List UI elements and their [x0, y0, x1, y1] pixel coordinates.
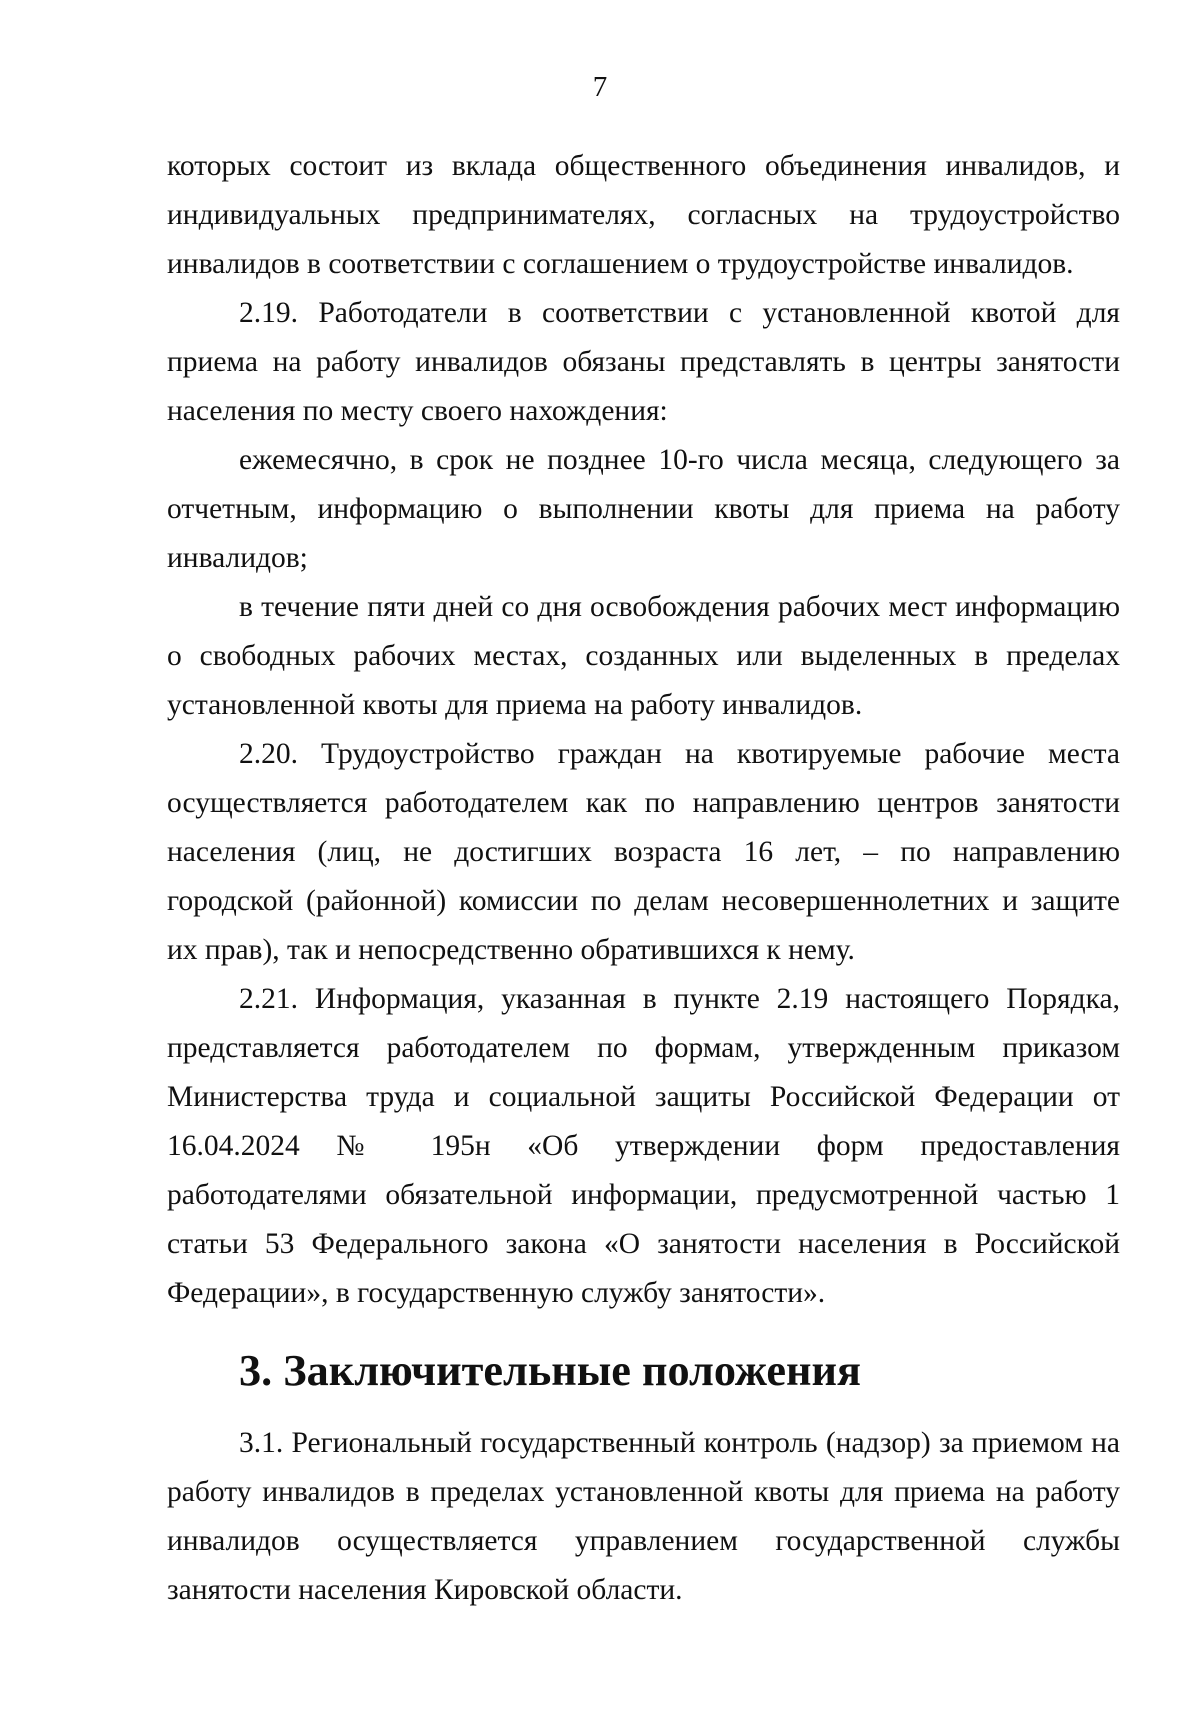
paragraph-2-21: 2.21. Информация, указанная в пункте 2.19 настоящего Порядка, представляется работодателем по формам, утвержденным приказом Министерства труда и социальной защиты Российской Федерации от 16.04.2024 № 195н «Об утверждении форм предоставления работодателями обязательной информации, предусмотренной частью 1 статьи 53 Федерального закона «О занятости населения в Российской Федерации», в государственную службу занятости».: [167, 983, 1120, 1309]
paragraph-2-19: 2.19. Работодатели в соответствии с установленной квотой для приема на работу инвалидов обязаны представлять в центры занятости населения по месту своего нахождения:: [167, 297, 1120, 427]
document-body: [167, 142, 1120, 1615]
section-heading: 3. Заключительные положения: [239, 1346, 861, 1395]
paragraph-vacancy-report: в течение пяти дней со дня освобождения рабочих мест информацию о свободных рабочих местах, созданных или выделенных в пределах установленной квоты для приема на работу инвалидов.: [167, 591, 1120, 721]
page-number: 7: [592, 71, 608, 103]
paragraph-monthly-report: ежемесячно, в срок не позднее 10-го числа месяца, следующего за отчетным, информацию о выполнении квоты для приема на работу инвалидов;: [167, 444, 1120, 574]
paragraph-3-1: 3.1. Региональный государственный контроль (надзор) за приемом на работу инвалидов в пределах установленной квоты для приема на работу инвалидов осуществляется управлением государственной службы занятости населения Кировской области.: [167, 1427, 1120, 1606]
paragraph-continuation: которых состоит из вклада общественного объединения инвалидов, и индивидуальных предпринимателях, согласных на трудоустройство инвалидов в соответствии с соглашением о трудоустройстве инвалидов.: [167, 150, 1120, 280]
paragraph-2-20: 2.20. Трудоустройство граждан на квотируемые рабочие места осуществляется работодателем как по направлению центров занятости населения (лиц, не достигших возраста 16 лет, – по направлению городской (районной) комиссии по делам несовершеннолетних и защите их прав), так и непосредственно обратившихся к нему.: [167, 738, 1120, 966]
